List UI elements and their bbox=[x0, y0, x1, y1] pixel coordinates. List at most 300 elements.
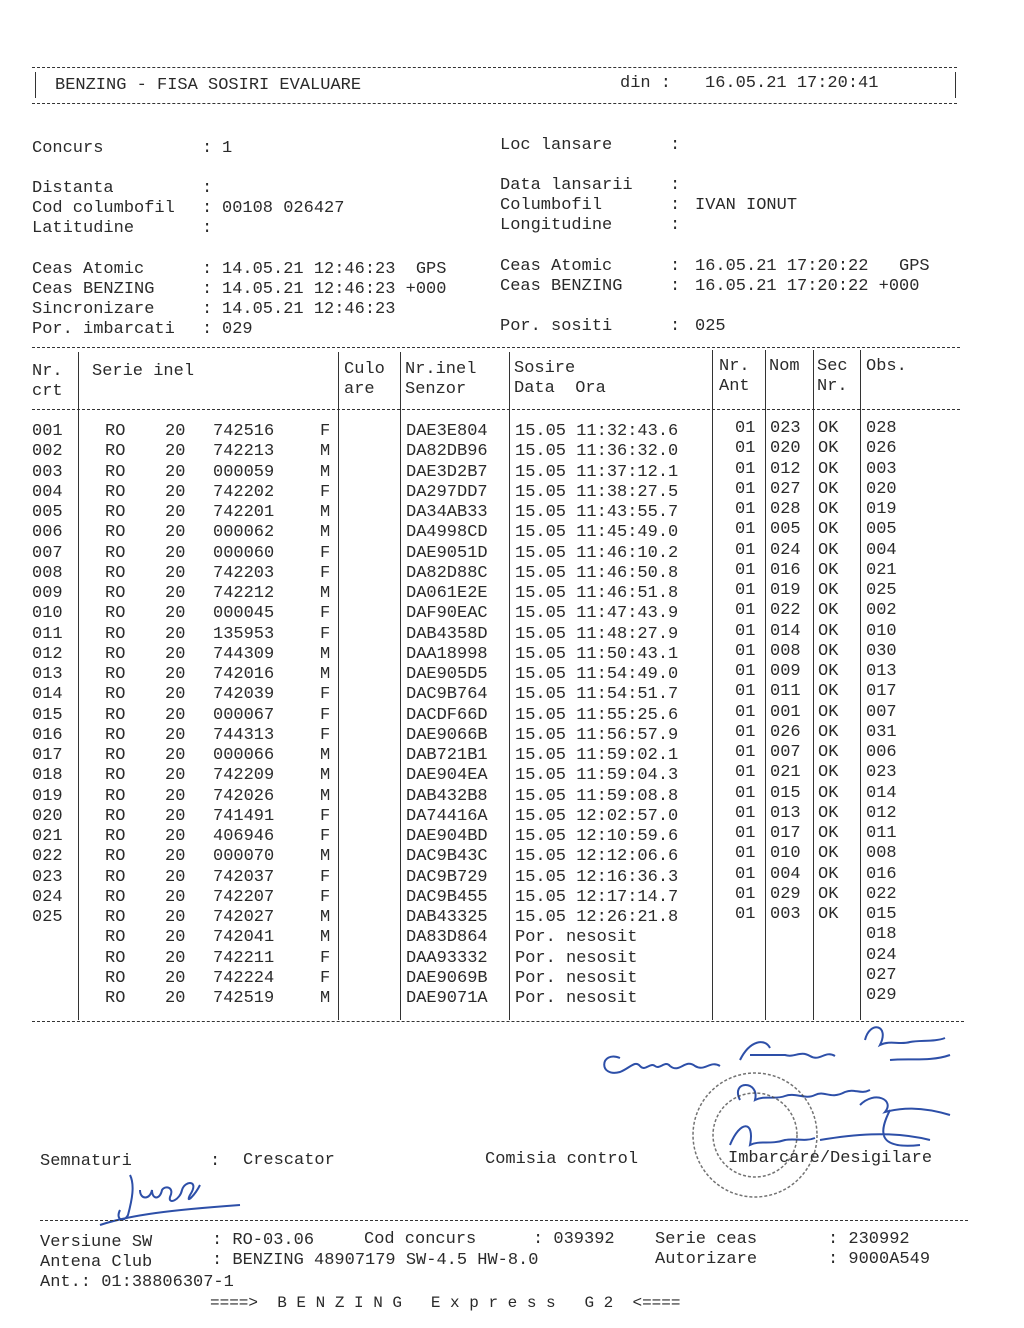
cell-sec-status: OK bbox=[818, 702, 839, 722]
cell-nom: 007 bbox=[770, 743, 801, 762]
serie-ceas-value: : 230992 bbox=[828, 1230, 910, 1249]
data-lansarii-colon: : bbox=[670, 176, 681, 195]
cell-arrival-time: 15.05 11:59:04.3 bbox=[515, 766, 679, 786]
por-imbarcati-value: 029 bbox=[222, 320, 253, 339]
por-imbarcati-label: Por. imbarcati bbox=[32, 320, 175, 339]
col-divider bbox=[765, 350, 766, 1020]
cell-ring-year: 20 bbox=[165, 685, 186, 705]
cell-country-code: RO bbox=[105, 665, 126, 684]
cell-sec-status: OK bbox=[818, 560, 839, 580]
cell-country-code: RO bbox=[105, 705, 126, 725]
cell-antenna: 01 bbox=[735, 722, 756, 742]
cell-sensor-ring: DAE904EA bbox=[406, 766, 488, 786]
cell-country-code: RO bbox=[105, 968, 126, 988]
col-header-crt: crt bbox=[32, 382, 63, 401]
cell-sex: M bbox=[320, 766, 331, 786]
cell-ring-number: 742224 bbox=[213, 968, 275, 988]
header-right-border bbox=[955, 72, 956, 98]
serie-ceas-text: 230992 bbox=[848, 1230, 910, 1249]
cell-ring-number: 744313 bbox=[213, 725, 275, 745]
cell-ring-year: 20 bbox=[165, 644, 186, 664]
cell-country-code: RO bbox=[105, 989, 126, 1008]
cell-sex: F bbox=[320, 604, 331, 624]
cell-sec-status: OK bbox=[818, 844, 839, 864]
cell-obs: 029 bbox=[866, 986, 897, 1005]
cell-antenna: 01 bbox=[735, 520, 756, 540]
cell-ring-number: 000066 bbox=[213, 746, 275, 765]
cell-antenna: 01 bbox=[735, 905, 756, 924]
por-sositi-label: Por. sositi bbox=[500, 317, 613, 336]
cell-nom: 010 bbox=[770, 844, 801, 864]
cell-ring-year: 20 bbox=[165, 786, 186, 806]
cell-antenna: 01 bbox=[735, 560, 756, 580]
cell-antenna: 01 bbox=[735, 439, 756, 459]
cell-sensor-ring: DACDF66D bbox=[406, 705, 488, 725]
cell-sex: F bbox=[320, 968, 331, 988]
distanta-colon: : bbox=[202, 179, 213, 198]
col-header-sosire: Sosire bbox=[514, 359, 576, 378]
col-header-nr-ant: Nr. bbox=[719, 357, 750, 376]
cell-obs: 012 bbox=[866, 803, 897, 823]
cell-crt-number: 007 bbox=[32, 543, 63, 563]
cell-obs: 028 bbox=[866, 419, 897, 438]
cell-crt-number: 013 bbox=[32, 665, 63, 684]
cell-crt-number: 017 bbox=[32, 746, 63, 765]
cell-ring-number: 742519 bbox=[213, 989, 275, 1008]
cell-obs: 011 bbox=[866, 824, 897, 843]
cell-obs: 017 bbox=[866, 682, 897, 702]
cell-antenna: 01 bbox=[735, 662, 756, 681]
cell-ring-year: 20 bbox=[165, 482, 186, 502]
cell-ring-year: 20 bbox=[165, 948, 186, 968]
cell-sensor-ring: DA74416A bbox=[406, 806, 488, 826]
cell-ring-year: 20 bbox=[165, 908, 186, 927]
col-header-are: are bbox=[344, 380, 375, 399]
cell-sensor-ring: DAE9051D bbox=[406, 543, 488, 563]
din-value: 16.05.21 17:20:41 bbox=[705, 74, 879, 93]
cell-country-code: RO bbox=[105, 725, 126, 745]
cell-ring-year: 20 bbox=[165, 989, 186, 1008]
cell-ring-number: 742027 bbox=[213, 908, 275, 927]
signature-argeson bbox=[730, 1110, 930, 1146]
cell-sensor-ring: DA82D88C bbox=[406, 563, 488, 583]
cell-sex: M bbox=[320, 665, 331, 684]
cell-sec-status: OK bbox=[818, 581, 839, 600]
cell-crt-number: 018 bbox=[32, 766, 63, 786]
cell-sec-status: OK bbox=[818, 641, 839, 661]
cell-ring-year: 20 bbox=[165, 665, 186, 684]
cell-arrival-time: 15.05 12:02:57.0 bbox=[515, 806, 679, 826]
cell-crt-number: 023 bbox=[32, 867, 63, 887]
cell-sensor-ring: DAB43325 bbox=[406, 908, 488, 927]
cell-obs: 010 bbox=[866, 621, 897, 641]
cell-arrival-time: Por. nesosit bbox=[515, 968, 638, 988]
cell-sex: F bbox=[320, 887, 331, 907]
cell-antenna: 01 bbox=[735, 479, 756, 499]
cell-sensor-ring: DAE9071A bbox=[406, 989, 488, 1008]
col-divider bbox=[78, 352, 79, 1020]
cell-ring-year: 20 bbox=[165, 725, 186, 745]
cell-sensor-ring: DAE3D2B7 bbox=[406, 462, 488, 482]
cell-antenna: 01 bbox=[735, 884, 756, 904]
cell-ring-year: 20 bbox=[165, 746, 186, 765]
cell-ring-number: 742207 bbox=[213, 887, 275, 907]
cell-sensor-ring: DAC9B43C bbox=[406, 847, 488, 867]
cell-nom: 027 bbox=[770, 479, 801, 499]
cell-arrival-time: 15.05 11:38:27.5 bbox=[515, 482, 679, 502]
signatures-label: Semnaturi bbox=[40, 1152, 132, 1171]
col-header-obs: Obs. bbox=[866, 357, 907, 376]
cell-ring-year: 20 bbox=[165, 523, 186, 543]
cell-sex: M bbox=[320, 462, 331, 482]
cell-sex: F bbox=[320, 806, 331, 826]
cell-ring-year: 20 bbox=[165, 442, 186, 462]
cod-concurs-value: : 039392 bbox=[533, 1230, 615, 1249]
cell-sensor-ring: DA34AB33 bbox=[406, 503, 488, 522]
cell-country-code: RO bbox=[105, 523, 126, 543]
cell-ring-year: 20 bbox=[165, 827, 186, 846]
cell-antenna: 01 bbox=[735, 763, 756, 783]
cell-antenna: 01 bbox=[735, 601, 756, 621]
cell-sensor-ring: DAC9B455 bbox=[406, 887, 488, 907]
longitudine-colon: : bbox=[670, 216, 681, 235]
cell-sec-status: OK bbox=[818, 864, 839, 884]
cell-ring-number: 000045 bbox=[213, 604, 275, 624]
cell-ring-number: 742203 bbox=[213, 563, 275, 583]
signatures-colon: : bbox=[210, 1152, 221, 1171]
cell-ring-year: 20 bbox=[165, 503, 186, 522]
col-header-serie: Serie inel bbox=[92, 362, 195, 381]
cell-nom: 015 bbox=[770, 783, 801, 803]
col-header-nr: Nr. bbox=[32, 362, 63, 381]
cell-ring-number: 742037 bbox=[213, 867, 275, 887]
autorizare-text: 9000A549 bbox=[848, 1250, 931, 1269]
cell-ring-number: 135953 bbox=[213, 624, 275, 644]
sincronizare-colon: : bbox=[202, 300, 213, 319]
cell-sex: M bbox=[320, 746, 331, 765]
cell-antenna: 01 bbox=[735, 844, 756, 864]
cell-nom: 020 bbox=[770, 439, 801, 459]
signature-potra bbox=[865, 1027, 950, 1060]
cell-nom: 013 bbox=[770, 803, 801, 823]
cell-nom: 003 bbox=[770, 905, 801, 924]
cell-obs: 026 bbox=[866, 439, 897, 459]
cell-country-code: RO bbox=[105, 806, 126, 826]
sincronizare-value: 14.05.21 12:46:23 bbox=[222, 300, 396, 319]
cell-sex: M bbox=[320, 523, 331, 543]
cell-arrival-time: 15.05 11:36:32.0 bbox=[515, 442, 679, 462]
cell-sec-status: OK bbox=[818, 621, 839, 641]
cod-concurs-label: Cod concurs bbox=[364, 1230, 477, 1249]
cell-obs: 008 bbox=[866, 844, 897, 864]
cell-crt-number: 002 bbox=[32, 442, 63, 462]
cell-obs: 022 bbox=[866, 884, 897, 904]
col-header-sec-nr: Nr. bbox=[817, 377, 848, 396]
cell-crt-number: 016 bbox=[32, 725, 63, 745]
cell-ring-year: 20 bbox=[165, 604, 186, 624]
cell-arrival-time: 15.05 11:37:12.1 bbox=[515, 462, 679, 482]
columbofil-label: Columbofil bbox=[500, 196, 603, 215]
cell-sensor-ring: DAE9066B bbox=[406, 725, 488, 745]
cell-nom: 022 bbox=[770, 601, 801, 621]
cell-country-code: RO bbox=[105, 462, 126, 482]
cell-crt-number: 019 bbox=[32, 786, 63, 806]
footer-divider bbox=[40, 1220, 968, 1221]
stamp-inner-circle bbox=[713, 1093, 797, 1177]
cell-sex: F bbox=[320, 827, 331, 846]
cell-sex: M bbox=[320, 989, 331, 1008]
cell-ring-year: 20 bbox=[165, 766, 186, 786]
cell-country-code: RO bbox=[105, 867, 126, 887]
cell-country-code: RO bbox=[105, 422, 126, 441]
cell-ring-number: 742041 bbox=[213, 928, 275, 948]
cell-crt-number: 009 bbox=[32, 584, 63, 603]
antena-club-value: : BENZING 48907179 SW-4.5 HW-8.0 bbox=[212, 1251, 539, 1270]
cell-crt-number: 004 bbox=[32, 482, 63, 502]
cell-sec-status: OK bbox=[818, 783, 839, 803]
cell-arrival-time: 15.05 11:46:51.8 bbox=[515, 584, 679, 603]
cell-antenna: 01 bbox=[735, 459, 756, 479]
cell-country-code: RO bbox=[105, 624, 126, 644]
col-divider bbox=[509, 352, 510, 1020]
right-ceas-atomic-label: Ceas Atomic bbox=[500, 257, 613, 276]
cell-sec-status: OK bbox=[818, 662, 839, 681]
cell-obs: 013 bbox=[866, 662, 897, 681]
cell-ring-year: 20 bbox=[165, 563, 186, 583]
crescator-label: Crescator bbox=[243, 1151, 335, 1170]
cell-arrival-time: Por. nesosit bbox=[515, 948, 638, 968]
cell-crt-number: 014 bbox=[32, 685, 63, 705]
cell-country-code: RO bbox=[105, 847, 126, 867]
cell-antenna: 01 bbox=[735, 743, 756, 762]
cell-arrival-time: 15.05 11:45:49.0 bbox=[515, 523, 679, 543]
comisia-control-label: Comisia control bbox=[485, 1150, 639, 1169]
cell-antenna: 01 bbox=[735, 540, 756, 560]
cell-nom: 017 bbox=[770, 824, 801, 843]
por-sositi-value: 025 bbox=[695, 317, 726, 336]
cell-arrival-time: 15.05 11:43:55.7 bbox=[515, 503, 679, 522]
cell-arrival-time: 15.05 11:59:08.8 bbox=[515, 786, 679, 806]
cell-sex: F bbox=[320, 705, 331, 725]
cell-ring-number: 742039 bbox=[213, 685, 275, 705]
cell-arrival-time: 15.05 11:50:43.1 bbox=[515, 644, 679, 664]
cell-sec-status: OK bbox=[818, 500, 839, 519]
cell-nom: 004 bbox=[770, 864, 801, 884]
por-sositi-colon: : bbox=[670, 317, 681, 336]
cell-nom: 016 bbox=[770, 560, 801, 580]
cell-nom: 019 bbox=[770, 581, 801, 600]
cell-nom: 024 bbox=[770, 540, 801, 560]
col-header-sec: Sec bbox=[817, 357, 848, 376]
cell-sex: M bbox=[320, 442, 331, 462]
cell-sensor-ring: DA82DB96 bbox=[406, 442, 488, 462]
cell-crt-number: 001 bbox=[32, 422, 63, 441]
cell-antenna: 01 bbox=[735, 783, 756, 803]
cell-arrival-time: 15.05 11:54:51.7 bbox=[515, 685, 679, 705]
cell-country-code: RO bbox=[105, 543, 126, 563]
cell-arrival-time: 15.05 11:46:10.2 bbox=[515, 543, 679, 563]
document-title: BENZING - FISA SOSIRI EVALUARE bbox=[55, 76, 362, 95]
cell-antenna: 01 bbox=[735, 641, 756, 661]
left-ceas-benzing-value: 14.05.21 12:46:23 +000 bbox=[222, 280, 447, 299]
longitudine-label: Longitudine bbox=[500, 216, 613, 235]
cell-sec-status: OK bbox=[818, 763, 839, 783]
cell-arrival-time: 15.05 11:59:02.1 bbox=[515, 746, 679, 765]
cell-obs: 031 bbox=[866, 722, 897, 742]
cell-crt-number: 008 bbox=[32, 563, 63, 583]
cell-antenna: 01 bbox=[735, 419, 756, 438]
cell-ring-number: 741491 bbox=[213, 806, 275, 826]
cell-sex: M bbox=[320, 503, 331, 522]
cell-sensor-ring: DAA18998 bbox=[406, 644, 488, 664]
versiune-sw-label: Versiune SW bbox=[40, 1233, 153, 1252]
header-bottom-border bbox=[32, 103, 957, 104]
cell-country-code: RO bbox=[105, 563, 126, 583]
cell-nom: 012 bbox=[770, 459, 801, 479]
right-ceas-benzing-colon: : bbox=[670, 277, 681, 296]
cell-ring-year: 20 bbox=[165, 624, 186, 644]
col-header-ant: Ant bbox=[719, 377, 750, 396]
cell-sensor-ring: DAC9B729 bbox=[406, 867, 488, 887]
cell-nom: 014 bbox=[770, 621, 801, 641]
cell-crt-number: 003 bbox=[32, 462, 63, 482]
cell-sensor-ring: DAE905D5 bbox=[406, 665, 488, 684]
cell-sex: F bbox=[320, 624, 331, 644]
cell-sec-status: OK bbox=[818, 824, 839, 843]
left-ceas-atomic-value: 14.05.21 12:46:23 GPS bbox=[222, 260, 447, 279]
cell-arrival-time: 15.05 11:32:43.6 bbox=[515, 422, 679, 441]
cell-sensor-ring: DAE904BD bbox=[406, 827, 488, 846]
cell-country-code: RO bbox=[105, 928, 126, 948]
cell-obs: 023 bbox=[866, 763, 897, 783]
header-left-border bbox=[35, 72, 36, 98]
cell-obs: 003 bbox=[866, 459, 897, 479]
cell-ring-number: 000070 bbox=[213, 847, 275, 867]
cell-obs: 018 bbox=[866, 925, 897, 945]
cell-obs: 007 bbox=[866, 702, 897, 722]
left-ceas-atomic-colon: : bbox=[202, 260, 213, 279]
cod-concurs-text: 039392 bbox=[553, 1230, 615, 1249]
cell-nom: 005 bbox=[770, 520, 801, 540]
cell-ring-number: 742016 bbox=[213, 665, 275, 684]
cell-crt-number: 021 bbox=[32, 827, 63, 846]
cell-sex: M bbox=[320, 847, 331, 867]
loc-lansare-label: Loc lansare bbox=[500, 136, 613, 155]
cell-nom: 028 bbox=[770, 500, 801, 519]
autorizare-value: : 9000A549 bbox=[828, 1250, 931, 1269]
cell-arrival-time: 15.05 12:12:06.6 bbox=[515, 847, 679, 867]
cell-sensor-ring: DAB721B1 bbox=[406, 746, 488, 765]
cell-antenna: 01 bbox=[735, 500, 756, 519]
left-ceas-benzing-label: Ceas BENZING bbox=[32, 280, 155, 299]
cell-arrival-time: 15.05 11:46:50.8 bbox=[515, 563, 679, 583]
col-divider bbox=[712, 350, 713, 1020]
cell-country-code: RO bbox=[105, 887, 126, 907]
cell-sensor-ring: DA061E2E bbox=[406, 584, 488, 603]
cell-sec-status: OK bbox=[818, 459, 839, 479]
cell-sec-status: OK bbox=[818, 884, 839, 904]
cell-antenna: 01 bbox=[735, 864, 756, 884]
col-header-senzor: Senzor bbox=[405, 380, 467, 399]
col-header-nom: Nom bbox=[769, 357, 800, 376]
autorizare-label: Autorizare bbox=[655, 1250, 758, 1269]
cell-ring-year: 20 bbox=[165, 887, 186, 907]
cell-sensor-ring: DAE3E804 bbox=[406, 422, 488, 441]
cell-country-code: RO bbox=[105, 786, 126, 806]
cell-sex: M bbox=[320, 584, 331, 603]
concurs-value: 1 bbox=[222, 139, 233, 158]
cell-country-code: RO bbox=[105, 584, 126, 603]
cell-ring-number: 742212 bbox=[213, 584, 275, 603]
cell-sensor-ring: DA297DD7 bbox=[406, 482, 488, 502]
right-ceas-atomic-colon: : bbox=[670, 257, 681, 276]
concurs-label: Concurs bbox=[32, 139, 104, 158]
cell-arrival-time: 15.05 12:16:36.3 bbox=[515, 867, 679, 887]
cell-sex: M bbox=[320, 908, 331, 927]
cell-sensor-ring: DAB4358D bbox=[406, 624, 488, 644]
cell-ring-number: 000059 bbox=[213, 462, 275, 482]
cell-sex: F bbox=[320, 543, 331, 563]
cell-ring-number: 742026 bbox=[213, 786, 275, 806]
left-ceas-benzing-colon: : bbox=[202, 280, 213, 299]
cell-country-code: RO bbox=[105, 827, 126, 846]
cell-country-code: RO bbox=[105, 442, 126, 462]
cell-ring-year: 20 bbox=[165, 462, 186, 482]
cell-obs: 030 bbox=[866, 641, 897, 661]
cell-obs: 015 bbox=[866, 905, 897, 924]
signature-comisie bbox=[604, 1057, 720, 1073]
cell-arrival-time: 15.05 12:26:21.8 bbox=[515, 908, 679, 927]
cell-sec-status: OK bbox=[818, 479, 839, 499]
latitudine-colon: : bbox=[202, 219, 213, 238]
columbofil-value: IVAN IONUT bbox=[695, 196, 798, 215]
cell-ring-number: 000067 bbox=[213, 705, 275, 725]
header-top-border bbox=[32, 67, 957, 68]
din-label: din : bbox=[620, 74, 672, 93]
cell-crt-number: 015 bbox=[32, 705, 63, 725]
sincronizare-label: Sincronizare bbox=[32, 300, 155, 319]
cell-country-code: RO bbox=[105, 948, 126, 968]
cell-crt-number: 022 bbox=[32, 847, 63, 867]
table-header-divider bbox=[32, 409, 960, 410]
cell-sec-status: OK bbox=[818, 682, 839, 702]
col-divider bbox=[860, 350, 861, 1020]
cell-arrival-time: 15.05 11:56:57.9 bbox=[515, 725, 679, 745]
cell-ring-number: 742202 bbox=[213, 482, 275, 502]
cell-sex: F bbox=[320, 482, 331, 502]
latitudine-label: Latitudine bbox=[32, 219, 135, 238]
cell-ring-number: 742213 bbox=[213, 442, 275, 462]
cell-sensor-ring: DA4998CD bbox=[406, 523, 488, 543]
cell-sec-status: OK bbox=[818, 601, 839, 621]
ant-line: Ant.: 01:38806307-1 bbox=[40, 1273, 234, 1292]
cell-country-code: RO bbox=[105, 503, 126, 522]
col-header-nrinel: Nr.inel bbox=[405, 360, 477, 379]
cell-ring-year: 20 bbox=[165, 806, 186, 826]
cell-antenna: 01 bbox=[735, 621, 756, 641]
cell-country-code: RO bbox=[105, 604, 126, 624]
serie-ceas-label: Serie ceas bbox=[655, 1230, 758, 1249]
cell-nom: 021 bbox=[770, 763, 801, 783]
brand-line: ====> B E N Z I N G E x p r e s s G 2 <==== bbox=[210, 1294, 681, 1312]
columbofil-colon: : bbox=[670, 196, 681, 215]
cell-sensor-ring: DAC9B764 bbox=[406, 685, 488, 705]
cell-sex: M bbox=[320, 928, 331, 948]
cell-obs: 002 bbox=[866, 601, 897, 621]
cell-sec-status: OK bbox=[818, 520, 839, 540]
signature-scribble bbox=[860, 1097, 950, 1115]
cell-country-code: RO bbox=[105, 644, 126, 664]
